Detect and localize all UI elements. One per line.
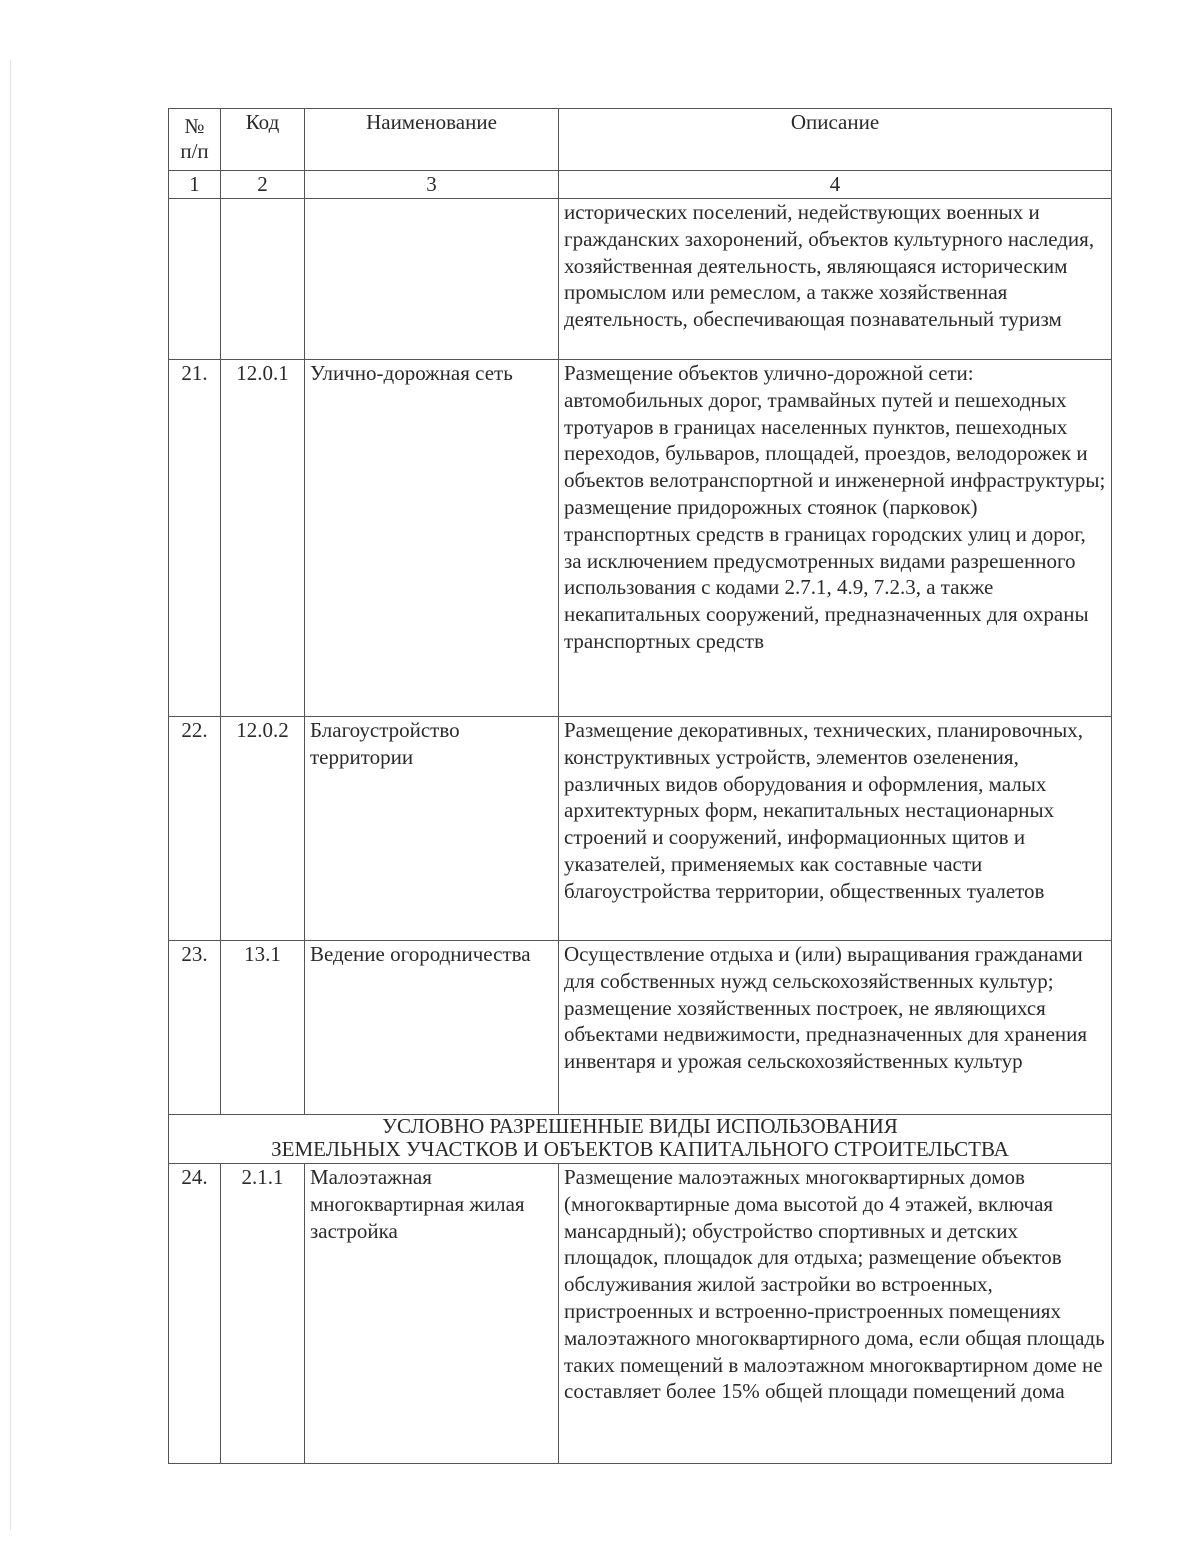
row-code: 12.0.2: [221, 717, 305, 941]
row-name: Малоэтажная многоквартирная жилая застройка: [305, 1164, 559, 1464]
row-num: 22.: [169, 717, 221, 941]
header-desc: Описание: [559, 109, 1112, 171]
column-number: 4: [559, 171, 1112, 199]
row-num: [169, 199, 221, 360]
row-name: [305, 199, 559, 360]
row-code: 12.0.1: [221, 360, 305, 717]
row-code: 13.1: [221, 941, 305, 1115]
column-number: 1: [169, 171, 221, 199]
column-number: 2: [221, 171, 305, 199]
row-num: 21.: [169, 360, 221, 717]
header-num: № п/п: [169, 109, 221, 171]
table-row: [169, 199, 1112, 360]
section-title-line: ЗЕМЕЛЬНЫХ УЧАСТКОВ И ОБЪЕКТОВ КАПИТАЛЬНОГО СТРОИТЕЛЬСТВА: [271, 1137, 1009, 1161]
row-name: Улично-дорожная сеть: [305, 360, 559, 717]
row-name: Ведение огородничества: [305, 941, 559, 1115]
section-heading: [169, 1115, 1112, 1164]
section-title-line: УСЛОВНО РАЗРЕШЕННЫЕ ВИДЫ ИСПОЛЬЗОВАНИЯ: [382, 1114, 898, 1138]
header-name: Наименование: [305, 109, 559, 171]
row-desc: Размещение малоэтажных многоквартирных домов (многоквартирные дома высотой до 4 этажей, включая мансардный); обустройство спортивных и детских площадок, площадок для отдыха; размещение объектов обслуживания жилой застройки во встроенных, пристроенных и встроенно-пристроенных помещениях малоэтажного многоквартирного дома, если общая площадь таких помещений в малоэтажном многоквартирном доме не составляет более 15% общей площади помещений дома: [559, 1164, 1112, 1464]
row-desc: Размещение объектов улично-дорожной сети: автомобильных дорог, трамвайных путей и пешеходных тротуаров в границах населенных пунктов, пешеходных переходов, бульваров, площадей, проездов, велодорожек и объектов велотранспортной и инженерной инфраструктуры; размещение придорожных стоянок (парковок) транспортных средств в границах городских улиц и дорог, за исключением предусмотренных видами разрешенного использования с кодами 2.7.1, 4.9, 7.2.3, а также некапитальных сооружений, предназначенных для охраны транспортных средств: [559, 360, 1112, 717]
row-code: [221, 199, 305, 360]
row-desc: Размещение декоративных, технических, планировочных, конструктивных устройств, элементов озеленения, различных видов оборудования и оформления, малых архитектурных форм, некапитальных нестационарных строений и сооружений, информационных щитов и указателей, применяемых как составные части благоустройства территории, общественных туалетов: [559, 717, 1112, 941]
row-name: Благоустройство территории: [305, 717, 559, 941]
table-header-row: [169, 109, 1112, 171]
scan-speck: [630, 1538, 654, 1548]
table-row: [169, 1164, 1112, 1464]
table-row: [169, 717, 1112, 941]
column-number-row: [169, 171, 1112, 199]
column-number: 3: [305, 171, 559, 199]
row-num: 24.: [169, 1164, 221, 1464]
row-code: 2.1.1: [221, 1164, 305, 1464]
table-row: [169, 360, 1112, 717]
land-use-table: [168, 108, 1112, 1464]
row-num: 23.: [169, 941, 221, 1115]
row-desc: исторических поселений, недействующих военных и гражданских захоронений, объектов культурного наследия, хозяйственная деятельность, являющаяся историческим промыслом или ремеслом, а также хозяйственная деятельность, обеспечивающая познавательный туризм: [559, 199, 1112, 360]
header-code: Код: [221, 109, 305, 171]
row-desc: Осуществление отдыха и (или) выращивания гражданами для собственных нужд сельскохозяйственных культур; размещение хозяйственных построек, не являющихся объектами недвижимости, предназначенных для хранения инвентаря и урожая сельскохозяйственных культур: [559, 941, 1112, 1115]
table-row: [169, 941, 1112, 1115]
section-heading-row: [169, 1115, 1112, 1164]
scan-edge-line: [10, 60, 11, 1530]
